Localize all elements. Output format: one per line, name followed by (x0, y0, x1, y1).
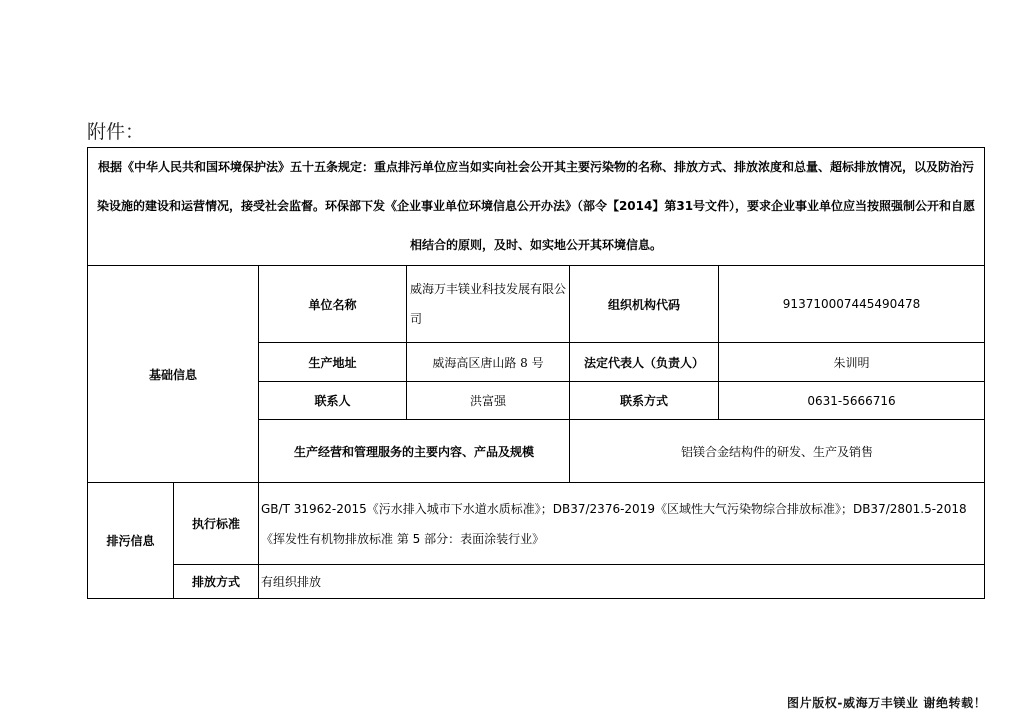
contact-method-label: 联系方式 (570, 382, 719, 420)
contact-value: 洪富强 (407, 382, 570, 420)
org-code-value: 913710007445490478 (719, 266, 985, 343)
intro-text: 根据《中华人民共和国环境保护法》五十五条规定：重点排污单位应当如实向社会公开其主要污染物的名称、排放方式、排放浓度和总量、超标排放情况，以及防治污染设施的建设和运营情况，接受社会监督。环保部下发《企业事业单位环境信息公开办法》（部令【2014】第31号文件），要求企业事业单位应当按照强制公开和自愿相结合的原则，及时、如实地公开其环境信息。 (88, 148, 985, 266)
standard-value: GB/T 31962-2015《污水排入城市下水道水质标准》；DB37/2376-2019《区域性大气污染物综合排放标准》；DB37/2801.5-2018《挥发性有机物排放标准 第 5 部分：表面涂装行业》 (259, 483, 985, 565)
business-label: 生产经营和管理服务的主要内容、产品及规模 (259, 420, 570, 483)
intro-row (88, 148, 985, 266)
copyright-watermark: 图片版权-威海万丰镁业 谢绝转载！ (787, 696, 987, 710)
contact-method-value: 0631-5666716 (719, 382, 985, 420)
discharge-method-row (88, 565, 985, 599)
unit-name-label: 单位名称 (259, 266, 407, 343)
org-code-label: 组织机构代码 (570, 266, 719, 343)
pollution-info-section-label: 排污信息 (88, 483, 174, 599)
contact-label: 联系人 (259, 382, 407, 420)
address-label: 生产地址 (259, 343, 407, 382)
environmental-info-table (87, 147, 985, 599)
business-value: 铝镁合金结构件的研发、生产及销售 (570, 420, 985, 483)
unit-name-row (88, 266, 985, 343)
attachment-heading: 附件： (87, 121, 145, 143)
basic-info-section-label: 基础信息 (88, 266, 259, 483)
legal-rep-value: 朱训明 (719, 343, 985, 382)
legal-rep-label: 法定代表人（负责人） (570, 343, 719, 382)
standard-label: 执行标准 (174, 483, 259, 565)
standard-row (88, 483, 985, 565)
discharge-method-label: 排放方式 (174, 565, 259, 599)
discharge-method-value: 有组织排放 (259, 565, 985, 599)
address-value: 威海高区唐山路 8 号 (407, 343, 570, 382)
unit-name-value: 威海万丰镁业科技发展有限公司 (407, 266, 570, 343)
